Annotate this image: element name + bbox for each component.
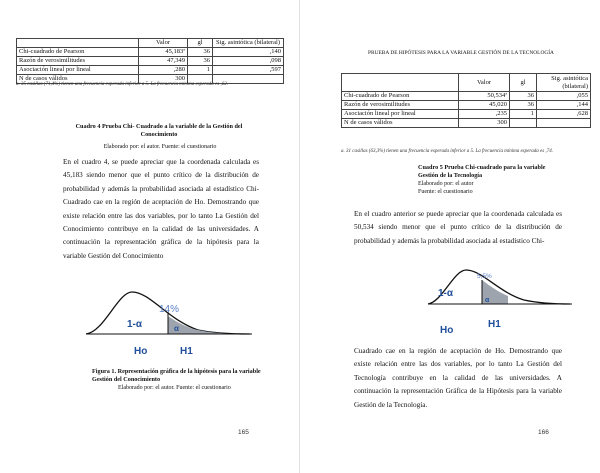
right-page — [300, 0, 600, 473]
table-header-cell: Valor — [139, 39, 188, 48]
table-row — [17, 66, 284, 75]
hypothesis-chart — [424, 266, 574, 336]
table-cell: 47,349 — [139, 57, 188, 66]
table-row — [342, 92, 591, 101]
table-row — [17, 57, 284, 66]
alpha-label: α — [485, 297, 490, 304]
table-source: Elaborado por: el autor. Fuente: el cuestionario — [103, 144, 217, 150]
table-header-row — [342, 74, 591, 92]
table-cell: 45,020 — [459, 101, 510, 110]
h1-label: H1 — [488, 319, 501, 330]
page-number: 165 — [238, 429, 249, 436]
table-cell: 36 — [510, 92, 537, 101]
figure-caption: Figura 1. Representación gráfica de la hipótesis para la variable Gestión del Conocimiento — [92, 368, 261, 383]
table-cell: Asociación lineal por lineal — [342, 110, 459, 119]
table-cell: 50,534ª — [459, 92, 510, 101]
table-header-cell — [17, 39, 139, 48]
table-cell: 300 — [139, 75, 188, 84]
table-source: Fuente: el cuestionario — [418, 189, 473, 195]
body-paragraph: En el cuadro anterior se puede apreciar que la coordenada calculada es 50,534 siendo menor que el punto crítico de la distribución de probabilidad y además la probabilidad asociada al estadístico Chi- — [354, 210, 562, 245]
h1-label: H1 — [180, 346, 193, 357]
table-cell: ,280 — [139, 66, 188, 75]
table-cell: 300 — [459, 119, 510, 128]
table-caption: Cuadro 4 Prueba Chi- Cuadrado a la variable de la Gestión del Conocimiento — [75, 123, 243, 138]
table-cell: Asociación lineal por lineal — [17, 66, 139, 75]
table-cell: 1 — [510, 110, 537, 119]
table-cell — [537, 119, 591, 128]
table-cell: 45,183ª — [139, 48, 188, 57]
table-header-cell: Sig. asintótica (bilateral) — [537, 74, 591, 92]
chi-square-table-right — [341, 73, 591, 128]
table-row — [17, 48, 284, 57]
table-cell: 36 — [188, 48, 213, 57]
hypothesis-chart — [80, 286, 260, 358]
table-cell: 36 — [510, 101, 537, 110]
table-cell: ,628 — [537, 110, 591, 119]
body-paragraph: En el cuadro 4, se puede apreciar que la coordenada calculada es 45,183 siendo menor que el punto crítico de la distribución de probabilidad y además la probabilidad asociada al estadístico Chi-Cuadrado cae en la región de aceptación de Ho. Demostrando que existe relación entre las dos variables, por lo tanto La Gestión del Conocimiento contribuye en la calidad de las universidades. A continuación la representación gráfica de la hipótesis para la variable Gestión del Conocimiento — [63, 158, 259, 260]
table-cell: 1 — [188, 66, 213, 75]
body-paragraph-continued: Cuadrado cae en la región de aceptación de Ho. Demostrando que existe relación entre las dos variables, por lo tanto La Gestión del Tecnología contribuye en la calidad de las universidades. A continuación la representación Gráfica de la Hipótesis para la variable Gestión de la Tecnología. — [354, 347, 562, 409]
table-cell: ,055 — [537, 92, 591, 101]
acceptance-label: 1-α — [438, 288, 454, 299]
table-cell: ,235 — [459, 110, 510, 119]
table-cell: Chi-cuadrado de Pearson — [342, 92, 459, 101]
table-caption: Cuadro 5 Prueba Chi-cuadrado para la variable Gestión de la Tecnología — [418, 164, 546, 179]
table-cell: Razón de verosimilitudes — [342, 101, 459, 110]
table-header-cell: Sig. asintótica (bilateral) — [213, 39, 284, 48]
table-title: PRUEBA DE HIPÓTESIS PARA LA VARIABLE GESTIÓN DE LA TECNOLOGÍA — [368, 50, 554, 56]
table-header-cell: gl — [510, 74, 537, 92]
table-row — [342, 119, 591, 128]
table-row — [342, 110, 591, 119]
table-cell: N de casos válidos — [17, 75, 139, 84]
table-cell: ,144 — [537, 101, 591, 110]
table-header-cell: Valor — [459, 74, 510, 92]
table-cell: 36 — [188, 57, 213, 66]
table-header-cell: gl — [188, 39, 213, 48]
page-number: 166 — [538, 429, 549, 436]
figure-source: Elaborado por: el autor. Fuente: el cuestionario — [118, 385, 231, 391]
table-row — [342, 101, 591, 110]
table-cell: N de casos válidos — [342, 119, 459, 128]
alpha-label: α — [174, 324, 179, 333]
ho-label: Ho — [440, 325, 454, 336]
table-cell: Razón de verosimilitudes — [17, 57, 139, 66]
table-footnote: a. 35 casillas (71,4%) tienen una frecuencia esperada inferior a 5. La frecuencia mínima esperada es ,62. — [16, 82, 228, 87]
table-cell: ,098 — [213, 57, 284, 66]
table-cell: ,140 — [213, 48, 284, 57]
table-footnote: a. 31 casillas (63,3%) tienen una frecuencia esperada inferior a 5. La frecuencia mínima esperada es ,74. — [341, 149, 553, 154]
table-header-cell — [342, 74, 459, 92]
ho-label: Ho — [134, 346, 148, 357]
table-header-row — [17, 39, 284, 48]
table-cell: Chi-cuadrado de Pearson — [17, 48, 139, 57]
chi-square-table-left — [16, 38, 284, 84]
table-cell — [510, 119, 537, 128]
table-author: Elaborado por: el autor — [418, 181, 474, 187]
percent-label: 14% — [159, 304, 180, 315]
table-cell: ,597 — [213, 66, 284, 75]
acceptance-label: 1-α — [127, 319, 143, 330]
percent-label: 5,5% — [477, 273, 492, 280]
